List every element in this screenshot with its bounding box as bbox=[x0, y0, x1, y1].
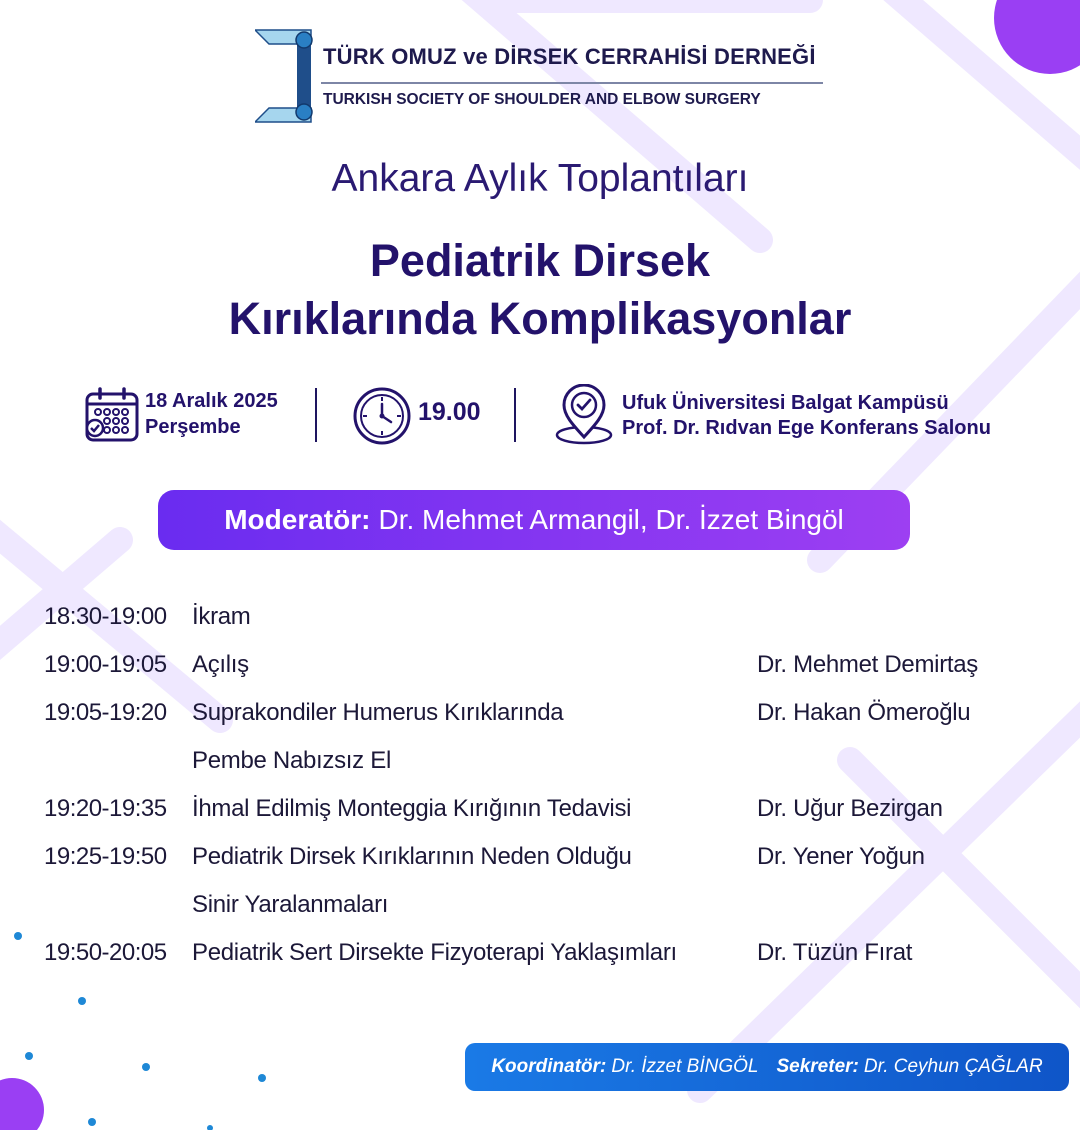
event-date: 18 Aralık 2025 bbox=[145, 390, 278, 412]
decor-circle-top-right bbox=[994, 0, 1080, 74]
event-weekday: Perşembe bbox=[145, 416, 241, 438]
secretary-label: Sekreter: bbox=[776, 1056, 859, 1077]
society-logo-mark-icon bbox=[255, 28, 319, 124]
info-divider-1 bbox=[315, 388, 317, 442]
program-session: Açılış bbox=[192, 651, 249, 678]
organizers-footer bbox=[465, 1043, 1069, 1091]
program-speaker: Dr. Tüzün Fırat bbox=[757, 939, 913, 966]
event-venue-block bbox=[622, 391, 991, 441]
decor-circle-bottom-left bbox=[0, 1078, 44, 1130]
event-date-block bbox=[145, 388, 278, 440]
coordinator-label: Koordinatör: bbox=[491, 1056, 607, 1077]
secretary-name: Dr. Ceyhun ÇAĞLAR bbox=[863, 1056, 1043, 1077]
program-row bbox=[0, 879, 1080, 927]
program-speaker: Dr. Yener Yoğun bbox=[757, 843, 925, 870]
calendar-icon bbox=[84, 386, 142, 444]
venue-line-1: Ufuk Üniversitesi Balgat Kampüsü bbox=[622, 392, 949, 414]
program-session: Pembe Nabızsız El bbox=[192, 747, 391, 774]
event-title bbox=[0, 232, 1080, 348]
program-session: İkram bbox=[192, 603, 251, 630]
program-session: Sinir Yaralanmaları bbox=[192, 891, 389, 918]
program-time: 18:30-19:00 bbox=[44, 603, 167, 630]
venue-line-2: Prof. Dr. Rıdvan Ege Konferans Salonu bbox=[622, 417, 991, 439]
location-pin-icon bbox=[554, 384, 614, 446]
moderator-label: Moderatör: bbox=[224, 504, 371, 535]
program-session: İhmal Edilmiş Monteggia Kırığının Tedavisi bbox=[192, 795, 632, 822]
event-title-line-1: Pediatrik Dirsek bbox=[369, 235, 711, 286]
program-speaker: Dr. Uğur Bezirgan bbox=[757, 795, 943, 822]
program-row bbox=[0, 735, 1080, 783]
program-row bbox=[0, 927, 1080, 975]
society-name-en: TURKISH SOCIETY OF SHOULDER AND ELBOW SURGERY bbox=[323, 91, 761, 108]
society-logo bbox=[255, 28, 825, 124]
event-title-line-2: Kırıklarında Komplikasyonlar bbox=[228, 293, 852, 344]
moderator-names: Dr. Mehmet Armangil, Dr. İzzet Bingöl bbox=[378, 504, 844, 535]
program-time: 19:50-20:05 bbox=[44, 939, 167, 966]
coordinator-name: Dr. İzzet BİNGÖL bbox=[611, 1056, 759, 1077]
series-title: Ankara Aylık Toplantıları bbox=[331, 157, 749, 200]
program-row bbox=[0, 783, 1080, 831]
program-row bbox=[0, 687, 1080, 735]
clock-icon bbox=[352, 386, 412, 446]
program-row bbox=[0, 591, 1080, 639]
program-time: 19:20-19:35 bbox=[44, 795, 167, 822]
program-session: Pediatrik Sert Dirsekte Fizyoterapi Yaklaşımları bbox=[192, 939, 677, 966]
logo-divider bbox=[321, 82, 823, 84]
moderator-banner bbox=[158, 490, 910, 550]
program-session: Suprakondiler Humerus Kırıklarında bbox=[192, 699, 564, 726]
info-divider-2 bbox=[514, 388, 516, 442]
program-row bbox=[0, 639, 1080, 687]
program-speaker: Dr. Mehmet Demirtaş bbox=[757, 651, 979, 678]
event-time: 19.00 bbox=[418, 398, 481, 426]
program-time: 19:25-19:50 bbox=[44, 843, 167, 870]
program-session: Pediatrik Dirsek Kırıklarının Neden Olduğu bbox=[192, 843, 632, 870]
program-time: 19:05-19:20 bbox=[44, 699, 167, 726]
program-row bbox=[0, 831, 1080, 879]
program-time: 19:00-19:05 bbox=[44, 651, 167, 678]
society-name-tr: TÜRK OMUZ ve DİRSEK CERRAHİSİ DERNEĞİ bbox=[323, 44, 816, 69]
program-speaker: Dr. Hakan Ömeroğlu bbox=[757, 699, 971, 726]
